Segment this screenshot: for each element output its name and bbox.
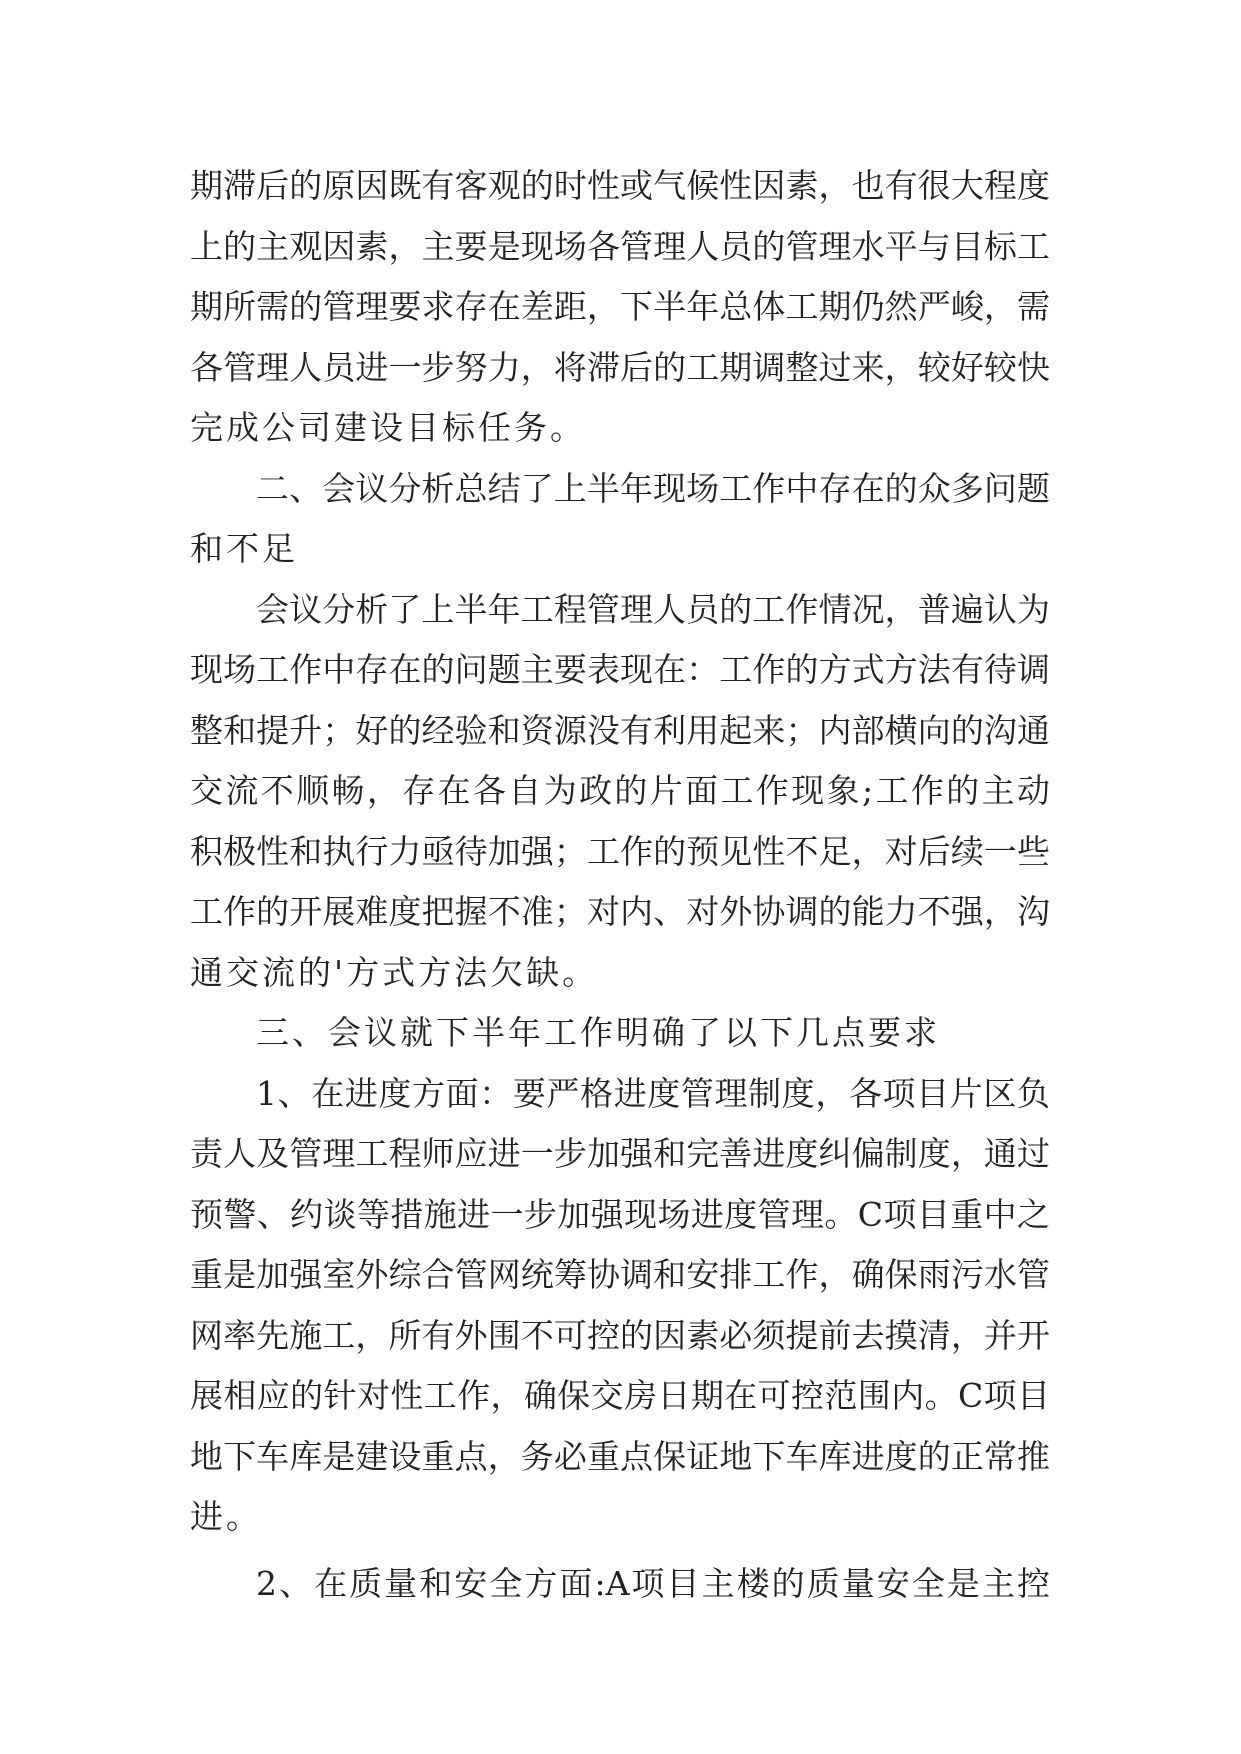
text-line: 责人及管理工程师应进一步加强和完善进度纠偏制度，通过 (190, 1134, 1050, 1173)
section-heading (190, 459, 1050, 580)
text-line: 三、会议就下半年工作明确了以下几点要求 (256, 1013, 940, 1052)
text-line: 上的主观因素，主要是现场各管理人员的管理水平与目标工 (190, 226, 1050, 266)
text-line: 网率先施工，所有外围不可控的因素必须提前去摸清，并开 (190, 1315, 1050, 1355)
text-line: 和不足 (190, 529, 298, 568)
text-line: 完成公司建设目标任务。 (190, 408, 586, 447)
text-line: 工作的开展难度把握不准；对内、对外协调的能力不强，沟 (190, 892, 1050, 931)
text-line: 期所需的管理要求存在差距，下半年总体工期仍然严峻，需 (190, 287, 1050, 326)
text-line: 预警、约谈等措施进一步加强现场进度管理。C项目重中之 (190, 1194, 1050, 1234)
body-paragraph (190, 1064, 1050, 1548)
text-line: 展相应的针对性工作，确保交房日期在可控范围内。C项目 (190, 1376, 1050, 1415)
text-line: 整和提升；好的经验和资源没有利用起来；内部横向的沟通 (190, 710, 1050, 750)
text-line: 二、会议分析总结了上半年现场工作中存在的众多问题 (256, 468, 1050, 508)
text-line: 通交流的'方式方法欠缺。 (190, 952, 599, 992)
text-line: 进。 (190, 1497, 262, 1536)
text-line: 各管理人员进一步努力，将滞后的工期调整过来，较好较快 (190, 347, 1050, 387)
section-heading (190, 1003, 1050, 1064)
body-paragraph (190, 580, 1050, 1004)
text-line: 交流不顺畅，存在各自为政的片面工作现象;工作的主动 (190, 771, 1050, 810)
document-page (190, 156, 1050, 1614)
text-line: 地下车库是建设重点，务必重点保证地下车库进度的正常推 (190, 1436, 1050, 1476)
text-line: 期滞后的原因既有客观的时性或气候性因素，也有很大程度 (190, 166, 1050, 205)
text-line: 现场工作中存在的问题主要表现在：工作的方式方法有待调 (190, 650, 1050, 689)
body-paragraph (190, 156, 1050, 459)
text-line: 2、在质量和安全方面:A项目主楼的质量安全是主控 (256, 1563, 1050, 1603)
text-line: 会议分析了上半年工程管理人员的工作情况，普遍认为 (256, 589, 1050, 629)
body-paragraph (190, 1554, 1050, 1615)
text-line: 重是加强室外综合管网统筹协调和安排工作，确保雨污水管 (190, 1255, 1050, 1294)
text-line: 积极性和执行力亟待加强；工作的预见性不足，对后续一些 (190, 831, 1050, 871)
text-line: 1、在进度方面：要严格进度管理制度，各项目片区负 (256, 1073, 1050, 1113)
